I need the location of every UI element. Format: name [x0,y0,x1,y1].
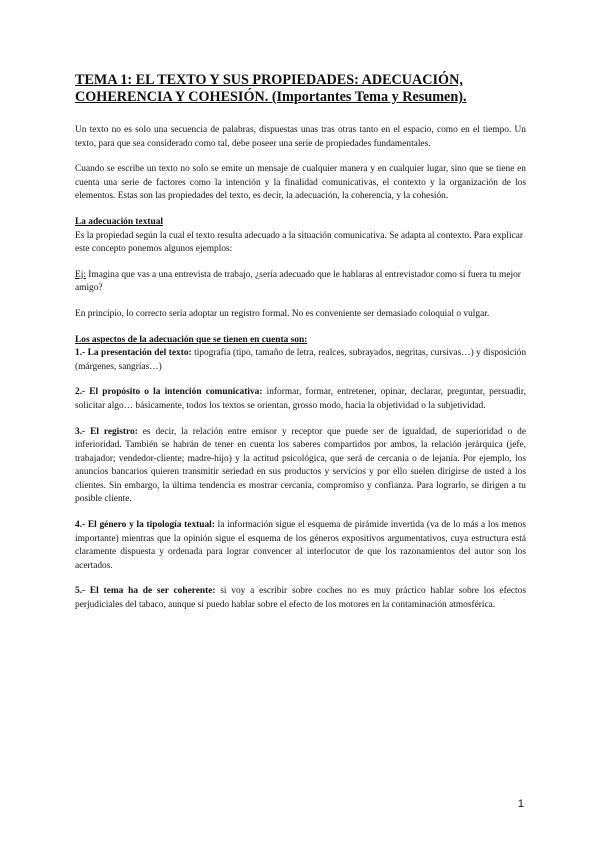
aspect-text-1: tipografía (tipo, tamaño de letra, realces, subrayados, negritas, cursivas…) y disposición (márgenes, sangrías…) [75,348,527,372]
section-heading-adecuacion [75,216,526,230]
aspect-label-3: 3.- El registro: [75,426,138,437]
adecuacion-definition: Es la propiedad según la cual el texto resulta adecuado a la situación comunicativa. Se adapta al contexto. Para explicar este concepto ponemos algunos ejemplos: [75,230,523,255]
aspect-text-5: si voy a escribir sobre coches no es muy práctico hablar sobre los efectos perjudiciales del tabaco, aunque sí puedo hablar sobre el efecto de los motores en la contaminación atmosférica. [75,586,526,611]
aspect-label-5: 5.- El tema ha de ser coherente: [75,586,216,597]
intro-paragraph-1: Un texto no es solo una secuencia de palabras, dispuestas unas tras otras tanto en el espacio, como en el tiempo. Un texto, para que sea considerado como tal, debe poseer una serie de propiedades fundamentales. [75,125,526,149]
document-title: TEMA 1: EL TEXTO Y SUS PROPIEDADES: ADECUACIÓN, COHERENCIA Y COHESIÓN. (Importantes Tema y Resumen). [75,72,467,105]
page-number: 1 [517,798,524,810]
aspect-label-4: 4.- El género y la tipología textual: [75,520,215,531]
adecuacion-heading: La adecuación textual [75,216,164,227]
aspect-label-1: 1.- La presentación del texto: [75,348,192,359]
aspect-item-3 [75,426,526,508]
aspect-item-4 [75,519,526,573]
adecuacion-conclusion: En principio, lo correcto sería adoptar un registro formal. No es conveniente ser demasiado coloquial o vulgar. [75,308,490,319]
adecuacion-example [75,269,526,296]
aspect-item-1 [75,347,526,374]
example-text: Imagina que vas a una entrevista de trabajo, ¿sería adecuado que le hablaras al entrevistador como si fuera tu mejor amigo? [75,269,521,294]
aspect-text-4: la información sigue el esquema de pirámide invertida (va de lo más a los menos importante) mientras que la opinión sigue el esquema de los géneros expositivos argumentativos, cuya estructura está claramente dispuesta y ordenada para lograr convencer al interlocutor de que los razonamientos del autor son los acertados. [75,520,527,571]
aspectos-heading: Los aspectos de la adecuación que se tienen en cuenta son: [75,334,308,345]
aspect-text-3: es decir, la relación entre emisor y receptor que puede ser de igualdad, de superioridad o de inferioridad. También se habrán de tener en cuenta los saberes compartidos por ambos, la relación jerárquica (jefe, trabajador; vendedor-cliente; madre-hijo) y la actitud psicológica, que será de cercanía o de lejanía. Por ejemplo, los anuncios bancarios quieren transmitir seriedad en sus productos y servicios y por ello suelen dirigirse de usted a los clientes. Sin embargo, la última tendencia es mostrar cercanía, compromiso y confianza. Para lograrlo, se dirigen a tu posible cliente. [75,426,527,505]
section-heading-aspectos [75,334,526,348]
aspect-text-2: informar, formar, entretener, opinar, declarar, preguntar, persuadir, solicitar algo… básicamente, todos los textos se orientan, grosso modo, hacia la objetividad o la subjetividad. [75,387,526,411]
document-page [75,72,526,613]
example-label: Ej: [75,269,86,280]
aspect-item-2 [75,386,526,413]
intro-paragraph-2: Cuando se escribe un texto no solo se emite un mensaje de cualquier manera y en cualquier lugar, sino que se tiene en cuenta una serie de factores como la intención y la finalidad comunicativas, el contexto y la organización de los elementos. Estas son las propiedades del texto, es decir, la adecuación, la coherencia, y la cohesión. [75,164,526,202]
aspect-label-2: 2.- El propósito o la intención comunicativa: [75,387,263,398]
aspect-item-5 [75,585,526,612]
